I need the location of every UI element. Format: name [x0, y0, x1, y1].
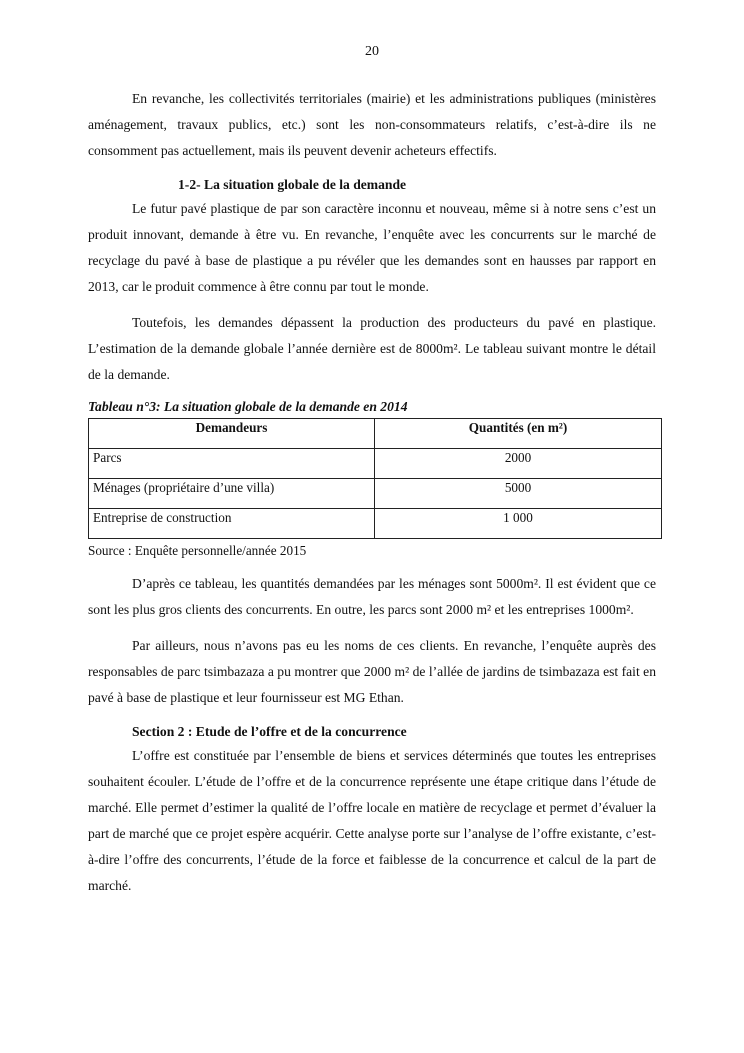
table-caption: Tableau n°3: La situation globale de la demande en 2014: [88, 399, 408, 414]
paragraph-table-analysis: D’après ce tableau, les quantités demandées par les ménages sont 5000m². Il est évident que ce sont les plus gros clients des concurrents. En outre, les parcs sont 2000 m² et les entreprises 1000m².: [88, 576, 656, 617]
heading-global-demand: 1-2- La situation globale de la demande: [178, 177, 407, 192]
paragraph-offer: L’offre est constituée par l’ensemble de biens et services déterminés que toutes les entreprises souhaitent écouler. L’étude de l’offre et de la concurrence représente une étape critique dans l’étude de marché. Elle permet d’estimer la qualité de l’offre locale en matière de recyclage et permet d’évaluer la part de marché que ce projet espère acquérir. Cette analyse porte sur l’analyse de l’offre existante, c’est-à-dire l’offre des concurrents, l’étude de la force et faiblesse de la concurrence et calcul de la part de marché.: [88, 748, 656, 893]
table-cell-quantite: 2000: [375, 449, 662, 479]
column-header-quantites: Quantités (en m²): [375, 419, 662, 449]
table-cell-quantite: 1 000: [375, 509, 662, 539]
paragraph-demand-estimate: Toutefois, les demandes dépassent la production des producteurs du pavé en plastique. L’estimation de la demande globale l’année dernière est de 8000m². Le tableau suivant montre le détail de la demande.: [88, 315, 656, 382]
paragraph-non-consumers: En revanche, les collectivités territoriales (mairie) et les administrations publiques (ministères aménagement, travaux publics, etc.) sont les non-consommateurs relatifs, c’est-à-dire ils ne consomment pas actuellement, mais ils peuvent devenir acheteurs effectifs.: [88, 91, 656, 158]
table-header-row: [89, 419, 662, 449]
table-row: [89, 449, 662, 479]
table-cell-demandeur: Entreprise de construction: [89, 509, 375, 539]
table-source: Source : Enquête personnelle/année 2015: [88, 543, 307, 558]
table-cell-demandeur: Ménages (propriétaire d’une villa): [89, 479, 375, 509]
paragraph-clients: Par ailleurs, nous n’avons pas eu les noms de ces clients. En revanche, l’enquête auprès des responsables de parc tsimbazaza a pu montrer que 2000 m² de l’allée de jardins de tsimbazaza est fait en pavé à base de plastique et leur fournisseur est MG Ethan.: [88, 638, 656, 705]
paragraph-demand-intro: Le futur pavé plastique de par son caractère inconnu et nouveau, même si à notre sens c’est un produit innovant, demande à être vu. En revanche, l’enquête avec les concurrents sur le marché de recyclage du pavé à base de plastique a pu révéler que les demandes sont en hausses par rapport en 2013, car le produit commence à être connu par tout le monde.: [88, 201, 656, 294]
heading-section-2: Section 2 : Etude de l’offre et de la concurrence: [132, 724, 407, 739]
table-cell-quantite: 5000: [375, 479, 662, 509]
column-header-demandeurs: Demandeurs: [89, 419, 375, 449]
demand-table: [88, 418, 662, 539]
table-row: [89, 509, 662, 539]
table-cell-demandeur: Parcs: [89, 449, 375, 479]
page-number: 20: [365, 44, 379, 59]
table-row: [89, 479, 662, 509]
document-body: [88, 86, 656, 899]
